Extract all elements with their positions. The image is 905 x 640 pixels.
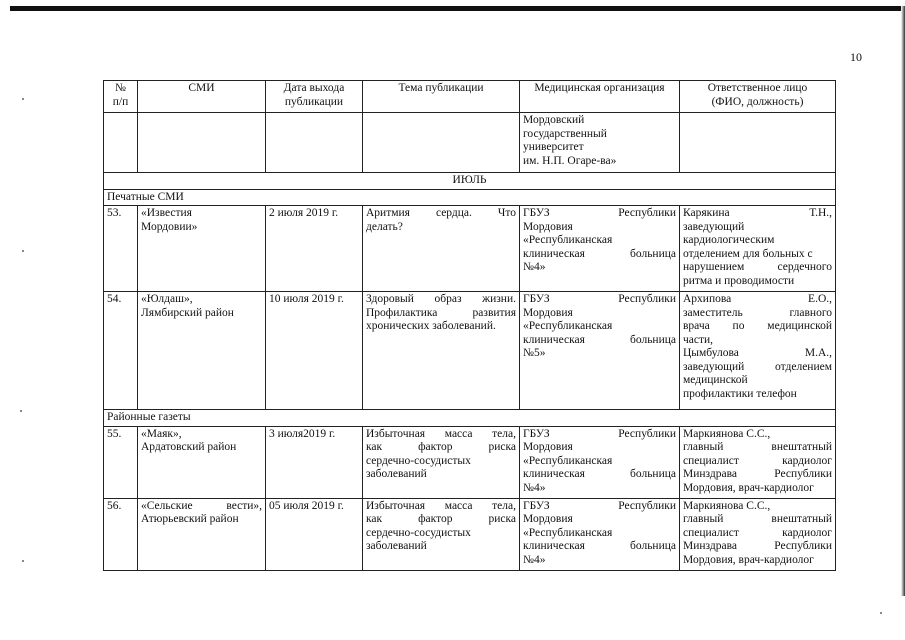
topic-cell: Избыточная масса тела, как фактор риска сердечно-сосудистых заболеваний	[363, 498, 520, 570]
topic-cell: Аритмия сердца. Что делать?	[363, 206, 520, 292]
table-row	[104, 498, 836, 570]
organization-cell: ГБУЗ Республики Мордовия «Республиканская клиническая больница №4»	[520, 206, 680, 292]
row-number: 55.	[104, 426, 138, 498]
row-number: 53.	[104, 206, 138, 292]
section-row-month	[104, 173, 836, 190]
header-number: № п/п	[104, 81, 138, 113]
organization-cell: ГБУЗ Республики Мордовия «Республиканская клиническая больница №4»	[520, 426, 680, 498]
table-row	[104, 292, 836, 410]
table-row	[104, 426, 836, 498]
subsection-row-print-media	[104, 189, 836, 206]
scan-top-edge	[10, 6, 905, 11]
date-cell: 10 июля 2019 г.	[266, 292, 363, 410]
organization-cell: ГБУЗ Республики Мордовия «Республиканская клиническая больница №5»	[520, 292, 680, 410]
table-cell	[104, 113, 138, 173]
table-cell	[138, 113, 266, 173]
topic-cell: Здоровый образ жизни. Профилактика развития хронических заболеваний.	[363, 292, 520, 410]
scan-right-edge	[901, 6, 905, 596]
responsible-person-cell: Маркиянова С.С., главный внештатный специалист кардиолог Минздрава Республики Мордовия, врач-кардиолог	[680, 498, 836, 570]
date-cell: 3 июля2019 г.	[266, 426, 363, 498]
header-topic: Тема публикации	[363, 81, 520, 113]
table-row	[104, 206, 836, 292]
subsection-title: Печатные СМИ	[104, 189, 836, 206]
media-cell: «Маяк», Ардатовский район	[138, 426, 266, 498]
subsection-row-district-newspapers	[104, 410, 836, 427]
page-number: 10	[850, 50, 862, 64]
table-cell	[363, 113, 520, 173]
responsible-person-cell: Маркиянова С.С., главный внештатный специалист кардиолог Минздрава Республики Мордовия, врач-кардиолог	[680, 426, 836, 498]
media-cell: «Известия Мордовии»	[138, 206, 266, 292]
section-title: ИЮЛЬ	[104, 173, 836, 190]
date-cell: 05 июля 2019 г.	[266, 498, 363, 570]
organization-cell: Мордовский государственный университет им. Н.П. Огаре-ва»	[520, 113, 680, 173]
organization-cell: ГБУЗ Республики Мордовия «Республиканская клиническая больница №4»	[520, 498, 680, 570]
subsection-title: Районные газеты	[104, 410, 836, 427]
responsible-person-cell: Карякина Т.Н., заведующий кардиологическим отделением для больных с нарушением сердечного ритма и проводимости	[680, 206, 836, 292]
header-date: Дата выхода публикации	[266, 81, 363, 113]
row-number: 56.	[104, 498, 138, 570]
row-number: 54.	[104, 292, 138, 410]
header-media: СМИ	[138, 81, 266, 113]
responsible-person-cell: Архипова Е.О., заместитель главного врача по медицинской части, Цымбулова М.А., заведующий отделением медицинской профилактики телефон	[680, 292, 836, 410]
media-cell: «Сельские вести», Атюрьевский район	[138, 498, 266, 570]
publications-table	[103, 80, 836, 571]
media-cell: «Юлдаш», Лямбирский район	[138, 292, 266, 410]
header-organization: Медицинская организация	[520, 81, 680, 113]
date-cell: 2 июля 2019 г.	[266, 206, 363, 292]
table-cell	[266, 113, 363, 173]
topic-cell: Избыточная масса тела, как фактор риска сердечно-сосудистых заболеваний	[363, 426, 520, 498]
table-cell	[680, 113, 836, 173]
header-row	[104, 81, 836, 113]
header-responsible-person: Ответственное лицо (ФИО, должность)	[680, 81, 836, 113]
continuation-row	[104, 113, 836, 173]
